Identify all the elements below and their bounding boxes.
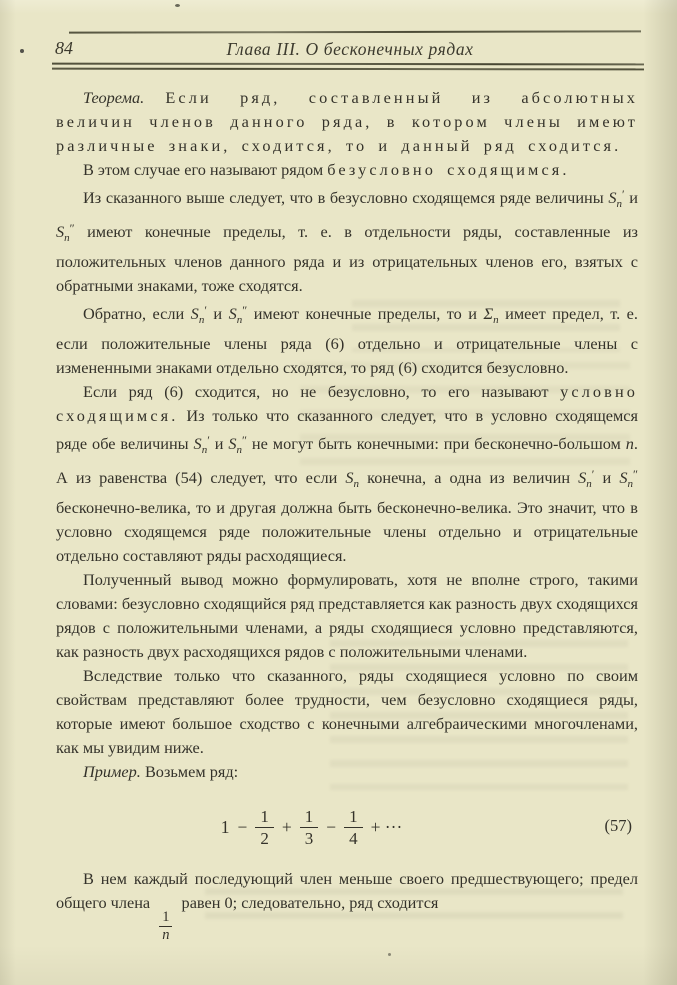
ink-speck (175, 4, 180, 7)
fraction (300, 807, 319, 848)
text-segment: Обратно, если (83, 304, 191, 323)
text-segment: и (594, 468, 620, 487)
text-segment: и (206, 304, 229, 323)
paragraph (56, 867, 638, 943)
inline-fraction (159, 910, 172, 943)
fraction-denominator: 3 (304, 828, 314, 848)
paragraph-group (56, 867, 638, 943)
fraction (344, 807, 363, 848)
math-symbol: $S_n'$ (193, 433, 210, 456)
math-symbol: $S_n$ (345, 468, 360, 490)
rule-line (52, 67, 644, 70)
text-segment (144, 88, 165, 107)
text-segment: В этом случае его называют рядом (83, 160, 328, 179)
rule-line (52, 63, 644, 66)
series-formula (56, 799, 568, 855)
paragraph (56, 182, 638, 298)
fraction-denominator: n (162, 927, 170, 943)
fraction-denominator: 2 (260, 828, 269, 848)
text-segment: Если ряд, составленный из абсолютных величин членов данного ряда, в котором члены имеют различные знаки, сходится, то и данный ряд сходится. (56, 88, 638, 155)
text-segment: и (624, 188, 638, 207)
text-segment: Из сказанного выше следует, что в безусловно сходящемся ряде величины (83, 188, 609, 207)
paragraph (56, 86, 638, 158)
paragraph (56, 298, 638, 380)
paragraph-group (56, 86, 638, 784)
math-symbol: $S_n''$ (228, 303, 248, 326)
text-segment: Из только что сказанного следует, что в условно сходящемся ряде обе величины (56, 406, 638, 453)
text-segment: Теорема. (83, 88, 145, 107)
text-segment: Полученный вывод можно формулировать, хотя не вполне строго, такими словами: безусловно сходящийся ряд представляется как разность двух сходящихся рядов с положительными членами, а ряды сходящиеся условно представляются, как разность двух расходящихся рядов с положительными членами. (56, 570, 638, 661)
text-segment: бесконечно-велика, то и другая должна быть бесконечно-велика. Это значит, что в условно сходящемся ряде положительные члены отдельно и отрицательные отдельно составляют ряды расходящиеся. (56, 498, 638, 565)
math-symbol: $S_n'$ (608, 187, 625, 210)
page-body (56, 86, 638, 943)
paragraph (56, 380, 638, 568)
text-segment: имеет предел, т. е. если положительные члены ряда (6) отдельно и отрицательные члены с измененными знаками отдельно сходятся, то ряд (6) сходится безусловно. (56, 304, 638, 377)
text-segment: равен 0; следовательно, ряд сходится (177, 893, 439, 912)
text-segment: конечна, а одна из величин (359, 468, 579, 487)
text-segment: В нем каждый последующий член меньше своего предшествующего; предел общего члена (56, 869, 638, 912)
running-title: Глава III. О бесконечных рядах (226, 39, 474, 59)
fraction-denominator: 4 (349, 828, 358, 848)
math-symbol: $S_n''$ (228, 433, 247, 456)
math-symbol: $S_n'$ (578, 467, 595, 490)
fraction-numerator: 1 (344, 807, 363, 828)
paragraph (56, 568, 638, 664)
header-top-rule (69, 30, 641, 33)
formula-ellipsis: + ··· (370, 817, 403, 837)
paragraph (56, 664, 638, 760)
math-symbol: $S_n''$ (56, 221, 75, 244)
text-segment: имеют конечные пределы, то и (247, 304, 484, 323)
formula-lead-term: 1 (220, 817, 230, 837)
text-segment: Если ряд (6) сходится, но не безусловно, то его называют (83, 382, 561, 401)
text-segment: Вследствие только что сказанного, ряды сходящиеся условно по своим свойствам представляют более трудности, чем безусловно сходящиеся ряды, которые имеют большое сходство с конечными алгебраическими многочленами, как мы увидим ниже. (56, 666, 638, 757)
paragraph (56, 158, 638, 182)
formula-operator: − (326, 817, 337, 837)
fraction (255, 807, 274, 848)
text-segment: имеют конечные пределы, т. е. в отдельности ряды, составленные из положительных членов данного ряда и из отрицательных членов его, взятых с обратными знаками, тоже сходятся. (56, 222, 638, 295)
paragraph (56, 760, 638, 784)
equation-57 (56, 799, 638, 855)
text-segment: безусловно сходящимся. (327, 160, 570, 179)
page-number: 84 (55, 38, 73, 58)
fraction-numerator: 1 (300, 807, 319, 828)
ink-speck (388, 953, 391, 956)
fraction-numerator: 1 (159, 910, 172, 927)
equation-number: (57) (604, 816, 632, 835)
formula-operator: + (281, 817, 292, 837)
math-symbol: $S_n'$ (190, 303, 207, 326)
header-double-rule (52, 63, 644, 72)
formula-operator: − (237, 817, 248, 837)
text-segment: . А из равенства (54) следует, что если (56, 434, 638, 487)
text-segment: Возьмем ряд: (140, 762, 239, 781)
math-symbol: $\Sigma_n$ (483, 304, 499, 326)
text-segment: не могут быть конечными: при бесконечно-большом (247, 434, 626, 453)
math-symbol: n (625, 434, 634, 453)
math-symbol: $S_n''$ (619, 467, 638, 490)
ink-speck (20, 49, 24, 53)
text-segment: и (209, 434, 229, 453)
text-segment: условно сходящимся. (56, 382, 638, 425)
text-segment: Пример. (83, 762, 141, 781)
fraction-numerator: 1 (255, 807, 274, 828)
